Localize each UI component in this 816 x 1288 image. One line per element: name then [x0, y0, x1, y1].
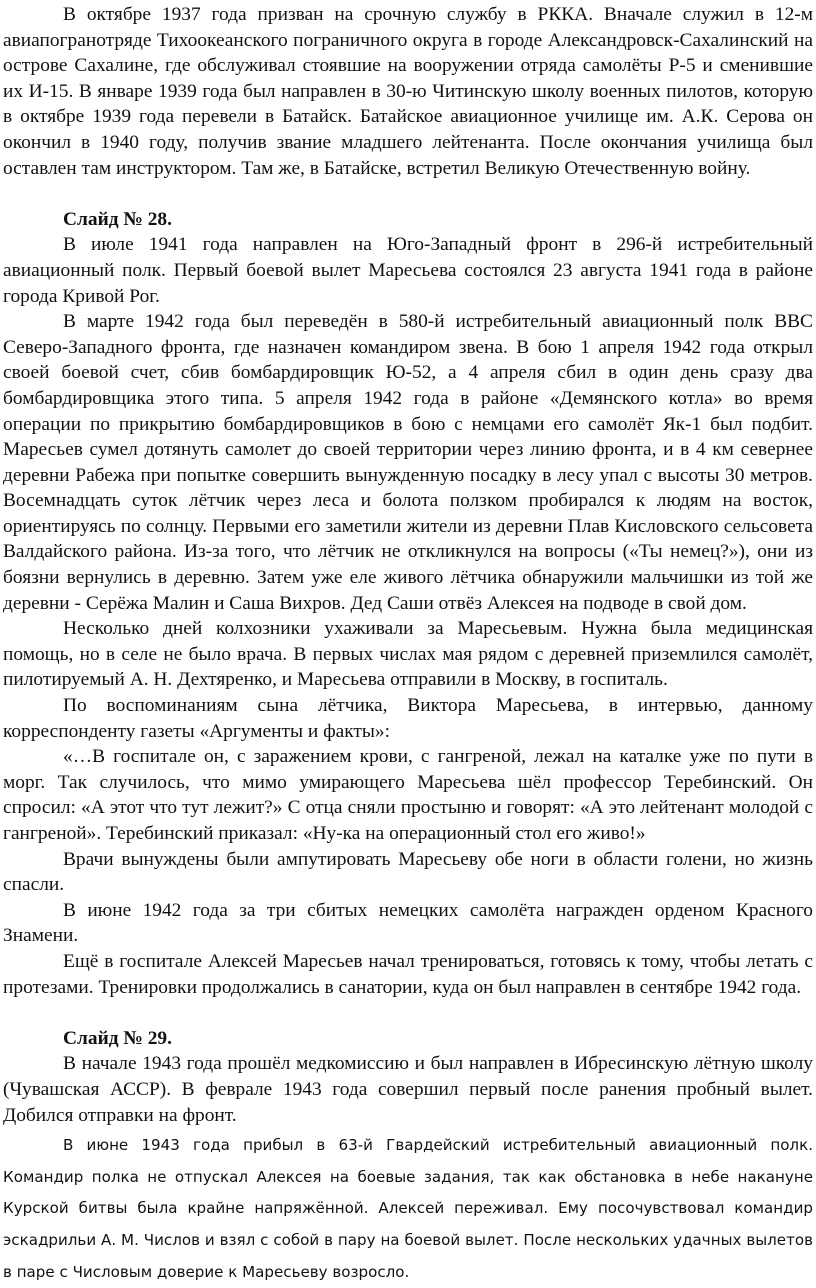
spacer: [3, 181, 813, 207]
slide-28-paragraph-2: В марте 1942 года был переведён в 580-й истребительный авиационный полк ВВС Северо-Западного фронта, где назначен командиром звена. В бою 1 апреля 1942 года открыл своей боевой счет, сбив бомбардировщик Ю-52, а 4 апреля сбил в один день сразу два бомбардировщика этого типа. 5 апреля 1942 года в районе «Демянского котла» во время операции по прикрытию бомбардировщиков в бою с немцами его самолёт Як-1 был подбит. Маресьев сумел дотянуть самолет до своей территории через линию фронта, и в 4 км севернее деревни Рабежа при попытке совершить вынужденную посадку в лесу упал с высоты 30 метров. Восемнадцать суток лётчик через леса и болота ползком пробирался к людям на восток, ориентируясь по солнцу. Первыми его заметили жители из деревни Плав Кисловского сельсовета Валдайского района. Из-за того, что лётчик не откликнулся на вопросы («Ты немец?»), они из боязни вернулись в деревню. Затем уже еле живого лётчика обнаружили мальчишки из той же деревни - Серёжа Малин и Саша Вихров. Дед Саши отвёз Алексея на подводе в свой дом.: [3, 311, 813, 614]
paragraph-intro: В октябре 1937 года призван на срочную службу в РККА. Вначале служил в 12-м авиапогранотряде Тихоокеанского пограничного округа в городе Александровск-Сахалинский на острове Сахалине, где обслуживал стоявшие на вооружении отряда самолёты Р-5 и сменившие их И-15. В январе 1939 года был направлен в 30-ю Читинскую школу военных пилотов, которую в октябре 1939 года перевели в Батайск. Батайское авиационное училище им. А.К. Серова он окончил в 1940 году, получив звание младшего лейтенанта. После окончания училища был оставлен там инструктором. Там же, в Батайске, встретил Великую Отечественную войну.: [3, 4, 813, 179]
slide-28-paragraph-1: В июле 1941 года направлен на Юго-Западный фронт в 296-й истребительный авиационный полк. Первый боевой вылет Маресьева состоялся 23 августа 1941 года в районе города Кривой Рог.: [3, 234, 813, 307]
slide-28-heading: Слайд № 28.: [63, 208, 172, 230]
slide-28-paragraph-3: Несколько дней колхозники ухаживали за Маресьевым. Нужна была медицинская помощь, но в селе не было врача. В первых числах мая рядом с деревней приземлился самолёт, пилотируемый А. Н. Дехтяренко, и Маресьева отправили в Москву, в госпиталь.: [3, 618, 813, 691]
slide-28-paragraph-4: По воспоминаниям сына лётчика, Виктора Маресьева, в интервью, данному корреспонденту газеты «Аргументы и факты»:: [3, 695, 813, 742]
slide-28-quote: «…В госпитале он, с заражением крови, с гангреной, лежал на каталке уже по пути в морг. Так случилось, что мимо умирающего Маресьева шёл профессор Теребинский. Он спросил: «А этот что тут лежит?» С отца сняли простыню и говорят: «А это лейтенант молодой с гангреной». Теребинский приказал: «Ну-ка на операционный стол его живо!»: [3, 746, 813, 844]
slide-29-heading: Слайд № 29.: [63, 1027, 172, 1049]
slide-28-paragraph-6: Врачи вынуждены были ампутировать Маресьеву обе ноги в области голени, но жизнь спасли.: [3, 848, 813, 896]
spacer: [3, 1000, 813, 1026]
slide-29-paragraph-1: В начале 1943 года прошёл медкомиссию и был направлен в Ибресинскую лётную школу (Чувашская АССР). В феврале 1943 года совершил первый после ранения пробный вылет. Добился отправки на фронт.: [3, 1053, 813, 1126]
slide-28-paragraph-7: В июне 1942 года за три сбитых немецких самолёта награжден орденом Красного Знамени.: [3, 899, 813, 947]
slide-29-paragraph-2: В июне 1943 года прибыл в 63-й Гвардейский истребительный авиационный полк. Командир полка не отпускал Алексея на боевые задания, так как обстановка в небе накануне Курской битвы была крайне напряжённой. Алексей переживал. Ему посочувствовал командир эскадрильи А. М. Числов и взял с собой в пару на боевой вылет. После нескольких удачных вылетов в паре с Числовым доверие к Маресьеву возросло.: [3, 1136, 813, 1281]
slide-28-paragraph-8: Ещё в госпитале Алексей Маресьев начал тренироваться, готовясь к тому, чтобы летать с протезами. Тренировки продолжались в санатории, куда он был направлен в сентябре 1942 года.: [3, 950, 813, 998]
